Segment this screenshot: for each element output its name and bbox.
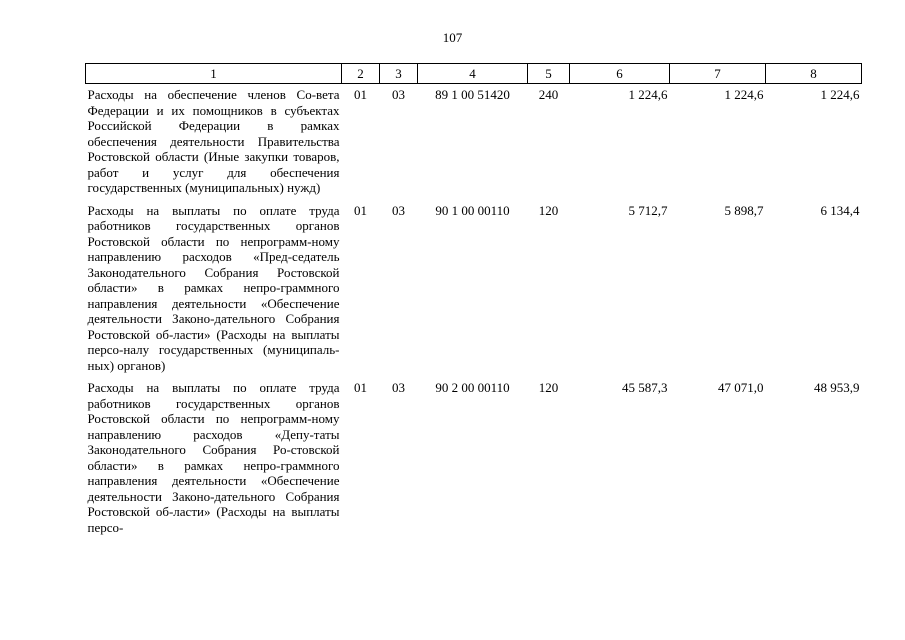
- row-value-1: 45 587,3: [622, 380, 668, 395]
- header-col-4: 4: [418, 64, 528, 84]
- table-row: [86, 200, 862, 378]
- row-subsection: 03: [392, 202, 405, 218]
- row-value-2: 1 224,6: [724, 87, 764, 102]
- row-expense-type: 120: [538, 380, 559, 395]
- row-target-code: 89 1 00 51420: [435, 87, 510, 102]
- row-value-3: 1 224,6: [820, 87, 860, 102]
- header-col-3: 3: [380, 64, 418, 84]
- row-description: Расходы на выплаты по оплате труда работников государственных органов Ростовской области по непрограмм-ному направлению расходов «Пред-седатель Законодательного Собрания Ростовской области» в рамках непро-граммного направления деятельности «Обеспечение деятельности Законо-дательного Собрания Ростовской об-ласти» (Расходы на выплаты персо-налу государственных (муниципаль-ных) органов): [87, 202, 340, 373]
- row-subsection: 03: [392, 87, 405, 102]
- row-value-3: 48 953,9: [814, 380, 860, 395]
- row-value-3: 6 134,4: [820, 202, 860, 218]
- row-section: 01: [354, 87, 367, 102]
- row-description: Расходы на выплаты по оплате труда работников государственных органов Ростовской области по непрограмм-ному направлению расходов «Депу-таты Законодательного Собрания Ро-стовской области» в рамках непро-граммного направления деятельности «Обеспечение деятельности Законо-дательного Собрания Ростовской об-ласти» (Расходы на выплаты персо-: [87, 380, 340, 535]
- header-col-1: 1: [86, 64, 342, 84]
- row-expense-type: 120: [538, 202, 559, 218]
- header-col-2: 2: [342, 64, 380, 84]
- row-value-2: 5 898,7: [724, 202, 764, 218]
- row-value-1: 1 224,6: [628, 87, 668, 102]
- page-number: 107: [442, 30, 463, 45]
- row-section: 01: [354, 202, 367, 218]
- row-target-code: 90 1 00 00110: [435, 202, 510, 218]
- row-value-2: 47 071,0: [718, 380, 764, 395]
- row-expense-type: 240: [538, 87, 559, 102]
- row-subsection: 03: [392, 380, 405, 395]
- row-section: 01: [354, 380, 367, 395]
- header-col-7: 7: [670, 64, 766, 84]
- row-value-1: 5 712,7: [628, 202, 668, 218]
- header-col-5: 5: [528, 64, 570, 84]
- row-target-code: 90 2 00 00110: [435, 380, 510, 395]
- header-col-8: 8: [766, 64, 862, 84]
- header-row: [86, 64, 862, 84]
- row-description: Расходы на обеспечение членов Со-вета Федерации и их помощников в субъектах Российской Федерации в рамках обеспечения деятельности Правительства Ростовской области (Иные закупки товаров, работ и услуг для обеспечения государственных (муниципальных) нужд): [87, 87, 340, 195]
- table-row: [86, 84, 862, 200]
- header-col-6: 6: [570, 64, 670, 84]
- table-row: [86, 377, 862, 539]
- budget-table: [85, 63, 862, 539]
